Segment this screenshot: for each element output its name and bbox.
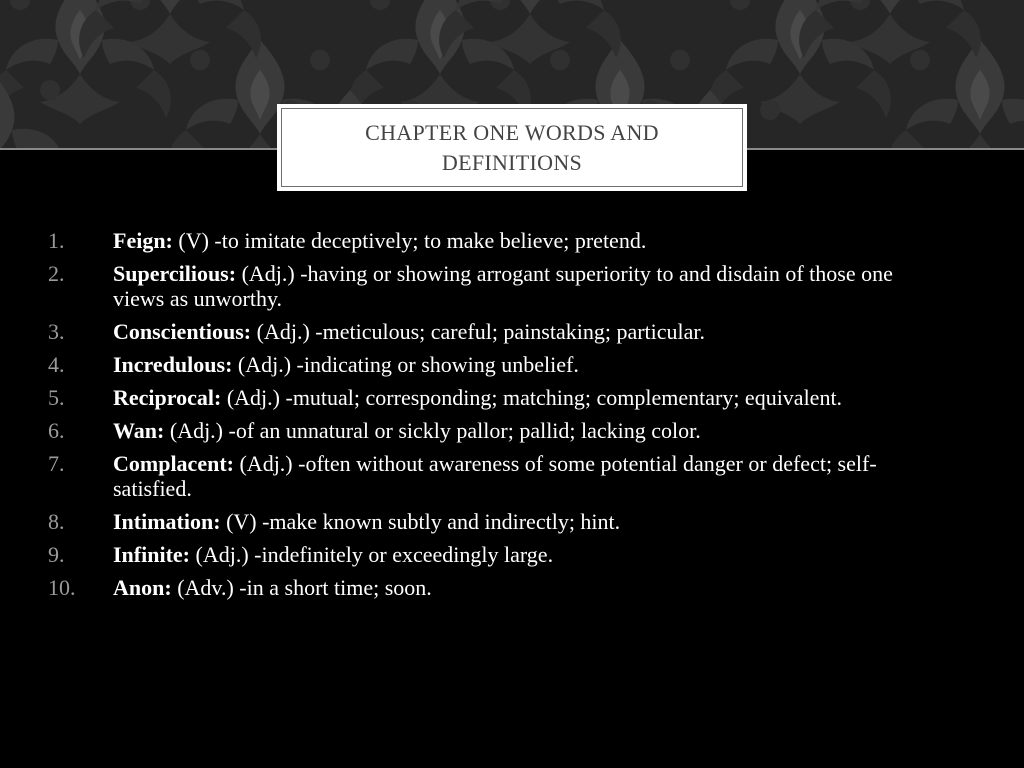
item-number: 6. bbox=[48, 418, 65, 443]
item-number: 7. bbox=[48, 451, 65, 476]
term: Conscientious: bbox=[113, 319, 252, 344]
title-frame bbox=[281, 108, 743, 187]
item-number: 5. bbox=[48, 385, 65, 410]
item-number: 8. bbox=[48, 509, 65, 534]
definition-text: (Adv.) -in a short time; soon. bbox=[171, 575, 432, 600]
term: Incredulous: bbox=[113, 352, 233, 377]
definition-item bbox=[0, 509, 1024, 534]
term: Supercilious: bbox=[113, 261, 237, 286]
slide-title: CHAPTER ONE WORDS AND DEFINITIONS bbox=[365, 119, 659, 175]
item-number: 1. bbox=[48, 228, 65, 253]
definition-text: (V) -make known subtly and indirectly; hint. bbox=[220, 509, 621, 534]
term: Wan: bbox=[113, 418, 165, 443]
definition-text: (V) -to imitate deceptively; to make believe; pretend. bbox=[172, 228, 647, 253]
definition-text: (Adj.) -indefinitely or exceedingly large. bbox=[190, 542, 554, 567]
term: Intimation: bbox=[113, 509, 221, 534]
item-number: 3. bbox=[48, 319, 65, 344]
item-number: 10. bbox=[48, 575, 76, 600]
definition-item bbox=[0, 319, 1024, 344]
item-number: 2. bbox=[48, 261, 65, 286]
term: Anon: bbox=[113, 575, 172, 600]
definition-item bbox=[0, 542, 1024, 567]
term: Complacent: bbox=[113, 451, 234, 476]
definition-text: (Adj.) -meticulous; careful; painstaking; particular. bbox=[251, 319, 706, 344]
title-box bbox=[277, 104, 747, 191]
definition-text: (Adj.) -of an unnatural or sickly pallor; pallid; lacking color. bbox=[164, 418, 701, 443]
definition-text: (Adj.) -often without awareness of some potential danger or defect; self-satisfied. bbox=[113, 451, 877, 501]
definition-text: (Adj.) -indicating or showing unbelief. bbox=[232, 352, 579, 377]
definition-text: (Adj.) -mutual; corresponding; matching; complementary; equivalent. bbox=[221, 385, 843, 410]
item-number: 4. bbox=[48, 352, 65, 377]
definition-item bbox=[0, 451, 1024, 501]
term: Infinite: bbox=[113, 542, 190, 567]
definition-item bbox=[0, 575, 1024, 600]
definition-item bbox=[0, 261, 1024, 311]
definition-item bbox=[0, 228, 1024, 253]
term: Reciprocal: bbox=[113, 385, 222, 410]
term: Feign: bbox=[113, 228, 173, 253]
definition-text: (Adj.) -having or showing arrogant superiority to and disdain of those one views as unworthy. bbox=[113, 261, 893, 311]
item-number: 9. bbox=[48, 542, 65, 567]
definition-item bbox=[0, 352, 1024, 377]
definitions-list bbox=[0, 228, 1024, 608]
definition-item bbox=[0, 418, 1024, 443]
definition-item bbox=[0, 385, 1024, 410]
